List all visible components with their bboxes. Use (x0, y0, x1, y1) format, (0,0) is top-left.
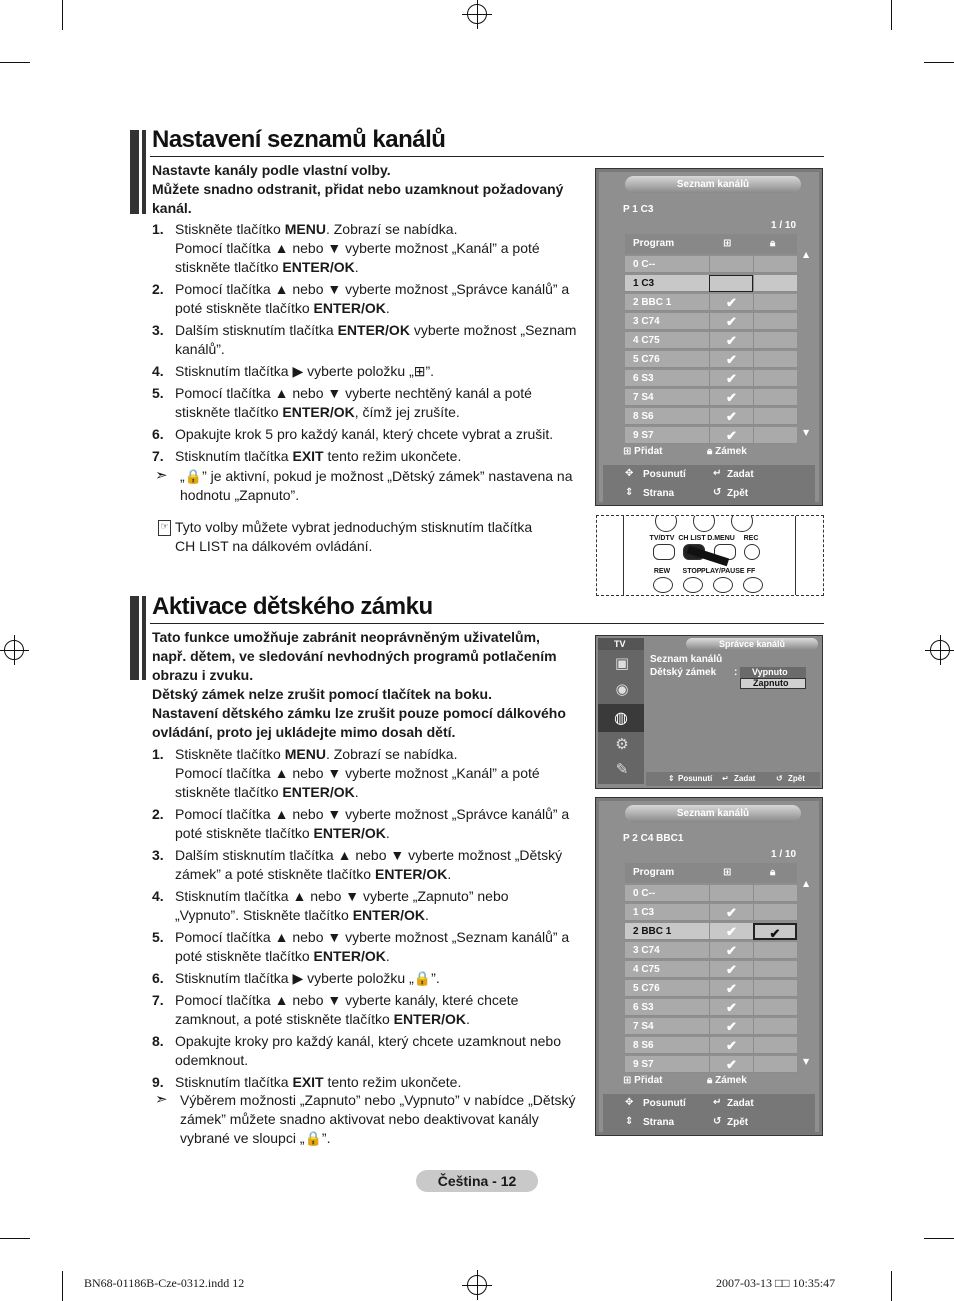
stop-button (683, 577, 703, 593)
lock-cell[interactable] (753, 389, 797, 406)
step-number: 3. (152, 847, 164, 863)
screen-title: Seznam kanálů (625, 805, 801, 822)
tip-line: CH LIST na dálkovém ovládání. (175, 538, 373, 554)
step-text: Stisknutím tlačítka EXIT tento režim ukončete. (175, 1074, 462, 1090)
lock-cell[interactable] (753, 885, 797, 902)
channel-row[interactable]: 7 S4 ✔ (625, 1018, 797, 1035)
scroll-down-icon[interactable]: ▼ (803, 428, 810, 437)
play-pause-label: PLAY/PAUSE (701, 568, 745, 575)
page-number: Čeština - 12 (416, 1170, 538, 1192)
channel-row[interactable]: 3 C74 ✔ (625, 942, 797, 959)
lock-cell[interactable] (753, 1018, 797, 1035)
rew-button (653, 577, 673, 593)
print-slug-file: BN68-01186B-Cze-0312.indd 12 (84, 1276, 245, 1290)
lock-cell[interactable] (753, 1037, 797, 1054)
step-number: 1. (152, 221, 164, 237)
note-arrow-icon: ➣ (155, 466, 168, 484)
channel-row[interactable]: 2 BBC 1 ✔ ✔ (625, 923, 797, 940)
step-number: 5. (152, 385, 164, 401)
separator: : (734, 667, 738, 678)
add-cell[interactable]: ✔ (709, 980, 753, 997)
dmenu-label: D.MENU (707, 535, 735, 542)
lock-cell[interactable] (753, 408, 797, 425)
step-text: stiskněte tlačítko ENTER/OK. (175, 784, 359, 800)
scroll-up-icon[interactable]: ▲ (803, 879, 810, 888)
channel-row[interactable]: 5 C76 ✔ (625, 980, 797, 997)
add-cell[interactable] (709, 275, 753, 292)
step-number: 3. (152, 322, 164, 338)
channel-row[interactable]: 5 C76 ✔ (625, 351, 797, 368)
crop-mark (891, 0, 892, 30)
step-text: Pomocí tlačítka ▲ nebo ▼ vyberte kanály, které chcete (175, 992, 519, 1008)
add-cell[interactable] (709, 256, 753, 273)
intro-line: kanál. (152, 200, 192, 216)
add-cell[interactable] (709, 885, 753, 902)
step-number: 4. (152, 363, 164, 379)
move-icon: ⇕ (668, 774, 675, 783)
channel-list-screen: Seznam kanálů P 1 C3 1 / 10 Program ⊞ 🔒︎ 0 C-- 1 C3 2 BBC 1 ✔ 3 C74 ✔ 4 C75 ✔ 5 C76 ✔ 6 S3 ✔ 7 S4 ✔ 8 S6 ✔ 9 S7 ✔ ▲ ▼ ⊞ Přidat 🔒︎ Zámek ✥ Posunutí ↵ Zadat ⇕ Strana ↺ Zpět (595, 168, 823, 506)
step-text: Stisknutím tlačítka ▶ vyberte položku „⊞”. (175, 363, 435, 379)
tv-tab: TV (598, 638, 644, 650)
crop-mark (891, 1271, 892, 1301)
rec-button (744, 544, 760, 560)
page-icon: ⇕ (625, 487, 634, 498)
lock-cell[interactable] (753, 313, 797, 330)
scroll-down-icon[interactable]: ▼ (803, 1057, 810, 1066)
menu-title: Správce kanálů (686, 638, 818, 650)
add-icon: ⊞ (623, 1075, 632, 1086)
footer-back: Zpět (788, 774, 805, 783)
step-text: zamknout, a poté stiskněte tlačítko ENTER/OK. (175, 1011, 470, 1027)
step-text: stiskněte tlačítko ENTER/OK. (175, 259, 359, 275)
return-icon: ↺ (776, 774, 783, 783)
note-line: „🔒” je aktivní, pokud je možnost „Dětský zámek” nastavena na (180, 468, 573, 484)
channel-manager-screen (595, 635, 823, 789)
lock-cell[interactable] (753, 980, 797, 997)
step-text: poté stiskněte tlačítko ENTER/OK. (175, 300, 390, 316)
menu-item-child-lock[interactable]: Dětský zámek (650, 667, 717, 678)
lock-cell[interactable] (753, 942, 797, 959)
crop-mark (0, 62, 30, 63)
step-text: Pomocí tlačítka ▲ nebo ▼ vyberte možnost „Kanál” a poté (175, 765, 540, 781)
step-text: Pomocí tlačítka ▲ nebo ▼ vyberte možnost „Správce kanálů” a (175, 281, 570, 297)
tvdtv-button (653, 544, 675, 560)
channel-row[interactable]: 6 S3 ✔ (625, 370, 797, 387)
channel-row[interactable]: 6 S3 ✔ (625, 999, 797, 1016)
lock-cell[interactable] (753, 332, 797, 349)
add-cell[interactable]: ✔ (709, 370, 753, 387)
channel-row[interactable]: 0 C-- (625, 885, 797, 902)
crop-mark (62, 1271, 63, 1301)
remote-button (655, 515, 677, 532)
channel-row[interactable]: 7 S4 ✔ (625, 389, 797, 406)
step-text: Pomocí tlačítka ▲ nebo ▼ vyberte možnost „Seznam kanálů” a (175, 929, 570, 945)
step-number: 8. (152, 1033, 164, 1049)
step-text: zámek” a poté stiskněte tlačítko ENTER/OK. (175, 866, 452, 882)
add-cell[interactable]: ✔ (709, 1018, 753, 1035)
intro-line: Můžete snadno odstranit, přidat nebo uzamknout požadovaný (152, 181, 564, 197)
lock-cell[interactable] (753, 370, 797, 387)
rew-label: REW (653, 568, 671, 575)
lock-cell[interactable] (753, 904, 797, 921)
intro-line: Dětský zámek nelze zrušit pomocí tlačítek na boku. (152, 686, 492, 702)
channel-row[interactable]: 2 BBC 1 ✔ (625, 294, 797, 311)
divider (150, 623, 824, 624)
screen-footer (603, 465, 815, 505)
divider (150, 156, 824, 157)
channel-icon: ◍ (598, 704, 644, 732)
step-text: poté stiskněte tlačítko ENTER/OK. (175, 825, 390, 841)
channel-row[interactable]: 8 S6 ✔ (625, 408, 797, 425)
add-cell[interactable]: ✔ (709, 923, 753, 940)
lock-cell[interactable] (753, 351, 797, 368)
option-on[interactable]: Zapnuto (740, 678, 806, 689)
return-icon: ↺ (713, 1116, 722, 1127)
step-text: kanálů”. (175, 341, 225, 357)
footer-back: Zpět (727, 1117, 749, 1128)
section-bar (130, 130, 142, 214)
add-cell[interactable]: ✔ (709, 1037, 753, 1054)
move-icon: ✥ (625, 468, 634, 479)
channel-row[interactable]: 9 S7 ✔ (625, 1056, 797, 1073)
add-icon: ⊞ (623, 446, 632, 457)
option-off[interactable]: Vypnuto (740, 667, 806, 678)
lock-cell[interactable] (753, 1056, 797, 1073)
add-cell[interactable]: ✔ (709, 1056, 753, 1073)
add-cell[interactable]: ✔ (709, 942, 753, 959)
registration-mark-icon (467, 4, 487, 24)
step-text: Stisknutím tlačítka ▶ vyberte položku „🔒”. (175, 970, 440, 986)
step-text: Dalším stisknutím tlačítka ▲ nebo ▼ vyberte možnost „Dětský (175, 847, 563, 863)
step-text: Opakujte kroky pro každý kanál, který chcete uzamknout nebo (175, 1033, 561, 1049)
menu-item-channel-list[interactable]: Seznam kanálů (650, 654, 723, 665)
channel-row[interactable]: 4 C75 ✔ (625, 961, 797, 978)
section-title: Nastavení seznamů kanálů (152, 126, 446, 153)
footer-page: Strana (643, 1117, 675, 1128)
note-line: Výběrem možnosti „Zapnuto” nebo „Vypnuto” v nabídce „Dětský (180, 1092, 576, 1108)
menu-footer (646, 772, 820, 786)
note-line: zámek” můžete snadno aktivovat nebo deaktivovat kanály (180, 1111, 539, 1127)
lock-column-icon: 🔒︎ (770, 238, 776, 249)
menu-sidebar (598, 638, 644, 784)
channel-row[interactable]: 8 S6 ✔ (625, 1037, 797, 1054)
footer-move: Posunutí (643, 1098, 686, 1109)
footer-back: Zpět (727, 488, 749, 499)
sound-icon: ◉ (615, 680, 629, 698)
tip-line: Tyto volby můžete vybrat jednoduchým stisknutím tlačítka (175, 519, 533, 535)
picture-icon: ▣ (614, 654, 630, 672)
lock-column-icon: 🔒︎ (770, 867, 776, 878)
rec-label: REC (743, 535, 759, 542)
add-cell[interactable]: ✔ (709, 904, 753, 921)
step-number: 4. (152, 888, 164, 904)
tip-icon: ☞ (158, 520, 171, 536)
crop-mark (924, 62, 954, 63)
current-channel: P 2 C4 BBC1 (623, 833, 684, 844)
intro-line: obrazu i zvuku. (152, 667, 254, 683)
add-cell[interactable]: ✔ (709, 408, 753, 425)
channel-row[interactable]: 9 S7 ✔ (625, 427, 797, 444)
print-slug-date: 2007-03-13 □□ 10:35:47 (716, 1276, 836, 1290)
add-cell[interactable]: ✔ (709, 294, 753, 311)
add-cell[interactable]: ✔ (709, 313, 753, 330)
step-number: 6. (152, 970, 164, 986)
step-number: 7. (152, 992, 164, 1008)
add-cell[interactable]: ✔ (709, 332, 753, 349)
add-cell[interactable]: ✔ (709, 389, 753, 406)
intro-line: Nastavení dětského zámku lze zrušit pouze pomocí dálkového (152, 705, 566, 721)
footer-move: Posunutí (678, 774, 713, 783)
section-bar (130, 596, 142, 680)
return-icon: ↺ (713, 487, 722, 498)
screen-footer (603, 1094, 815, 1134)
channel-row[interactable]: 4 C75 ✔ (625, 332, 797, 349)
channel-list-screen: Seznam kanálů P 2 C4 BBC1 1 / 10 Program ⊞ 🔒︎ 0 C-- 1 C3 ✔ 2 BBC 1 ✔ ✔ 3 C74 ✔ 4 C75 ✔ 5 C76 ✔ 6 S3 ✔ 7 S4 ✔ 8 S6 ✔ 9 S7 ✔ ▲ ▼ ⊞ Přidat 🔒︎ Zámek ✥ Posunutí ↵ Zadat ⇕ Strana ↺ Zpět (595, 797, 823, 1136)
step-text: „Vypnuto”. Stiskněte tlačítko ENTER/OK. (175, 907, 429, 923)
step-number: 1. (152, 746, 164, 762)
current-channel: P 1 C3 (623, 204, 654, 215)
add-cell[interactable]: ✔ (709, 961, 753, 978)
step-number: 2. (152, 806, 164, 822)
footer-enter: Zadat (727, 469, 754, 480)
lock-icon: 🔒︎ (707, 446, 713, 457)
add-column-icon: ⊞ (723, 867, 732, 878)
enter-icon: ↵ (722, 774, 729, 783)
lock-cell[interactable] (753, 961, 797, 978)
enter-icon: ↵ (713, 468, 722, 479)
remote-button (731, 515, 753, 532)
intro-line: ovládání, proto jej ukládejte mimo dosah dětí. (152, 724, 456, 740)
crop-mark (0, 1238, 30, 1239)
input-icon: ✎ (615, 760, 629, 778)
crop-mark (62, 0, 63, 30)
step-number: 7. (152, 448, 164, 464)
channel-row[interactable]: 1 C3 (625, 275, 797, 292)
step-text: Dalším stisknutím tlačítka ENTER/OK vyberte možnost „Seznam (175, 322, 577, 338)
lock-cell[interactable] (753, 256, 797, 273)
list-header: Program ⊞ 🔒︎ (625, 863, 797, 883)
note-line: hodnotu „Zapnuto”. (180, 487, 300, 503)
tvdtv-label: TV/DTV (649, 535, 675, 542)
chlist-label: CH LIST (678, 535, 706, 542)
lock-cell[interactable] (753, 999, 797, 1016)
step-text: Stisknutím tlačítka ▲ nebo ▼ vyberte „Zapnuto” nebo (175, 888, 509, 904)
remote-button (693, 515, 715, 532)
ff-button (743, 577, 763, 593)
step-text: Pomocí tlačítka ▲ nebo ▼ vyberte možnost „Správce kanálů” a (175, 806, 570, 822)
registration-mark-icon (930, 640, 950, 660)
footer-move: Posunutí (643, 469, 686, 480)
step-text: Stisknutím tlačítka EXIT tento režim ukončete. (175, 448, 462, 464)
step-text: Pomocí tlačítka ▲ nebo ▼ vyberte nechtěný kanál a poté (175, 385, 532, 401)
lock-icon: 🔒︎ (707, 1075, 713, 1086)
play-button (713, 577, 733, 593)
list-header: Program ⊞ 🔒︎ (625, 234, 797, 254)
add-cell[interactable]: ✔ (709, 999, 753, 1016)
step-text: Stiskněte tlačítko MENU. Zobrazí se nabídka. (175, 221, 458, 237)
setup-icon: ⚙ (615, 735, 629, 753)
remote-illustration (596, 515, 824, 596)
scroll-up-icon[interactable]: ▲ (803, 250, 810, 259)
ff-label: FF (746, 568, 756, 575)
add-cell[interactable]: ✔ (709, 351, 753, 368)
page-indicator: 1 / 10 (771, 849, 797, 860)
screen-title: Seznam kanálů (625, 176, 801, 193)
channel-row[interactable]: 3 C74 ✔ (625, 313, 797, 330)
lock-cell[interactable] (753, 294, 797, 311)
step-number: 9. (152, 1074, 164, 1090)
footer-page: Strana (643, 488, 675, 499)
registration-mark-icon (467, 1275, 487, 1295)
intro-line: Nastavte kanály podle vlastní volby. (152, 162, 391, 178)
add-cell[interactable]: ✔ (709, 427, 753, 444)
add-column-icon: ⊞ (723, 238, 732, 249)
lock-cell[interactable] (753, 275, 797, 292)
lock-cell[interactable] (753, 427, 797, 444)
step-text: stiskněte tlačítko ENTER/OK, čímž jej zrušíte. (175, 404, 460, 420)
enter-icon: ↵ (713, 1097, 722, 1108)
step-text: Opakujte krok 5 pro každý kanál, který chcete vybrat a zrušit. (175, 426, 554, 442)
page-indicator: 1 / 10 (771, 220, 797, 231)
stop-label: STOP (682, 568, 702, 575)
step-text: odemknout. (175, 1052, 249, 1068)
lock-cell[interactable]: ✔ (753, 923, 797, 940)
crop-mark (924, 1238, 954, 1239)
page-icon: ⇕ (625, 1116, 634, 1127)
step-number: 5. (152, 929, 164, 945)
step-number: 6. (152, 426, 164, 442)
footer-enter: Zadat (727, 1098, 754, 1109)
note-line: vybrané ve sloupci „🔒”. (180, 1130, 331, 1146)
intro-line: např. dětem, ve sledování nevhodných programů potlačením (152, 648, 557, 664)
intro-line: Tato funkce umožňuje zabránit neoprávněným uživatelům, (152, 629, 540, 645)
step-text: poté stiskněte tlačítko ENTER/OK. (175, 948, 390, 964)
step-text: Stiskněte tlačítko MENU. Zobrazí se nabídka. (175, 746, 458, 762)
step-number: 2. (152, 281, 164, 297)
section-title: Aktivace dětského zámku (152, 593, 433, 620)
note-arrow-icon: ➣ (155, 1090, 168, 1108)
footer-enter: Zadat (734, 774, 756, 783)
step-text: Pomocí tlačítka ▲ nebo ▼ vyberte možnost „Kanál” a poté (175, 240, 540, 256)
registration-mark-icon (4, 640, 24, 660)
channel-row[interactable]: 0 C-- (625, 256, 797, 273)
channel-row[interactable]: 1 C3 ✔ (625, 904, 797, 921)
move-icon: ✥ (625, 1097, 634, 1108)
